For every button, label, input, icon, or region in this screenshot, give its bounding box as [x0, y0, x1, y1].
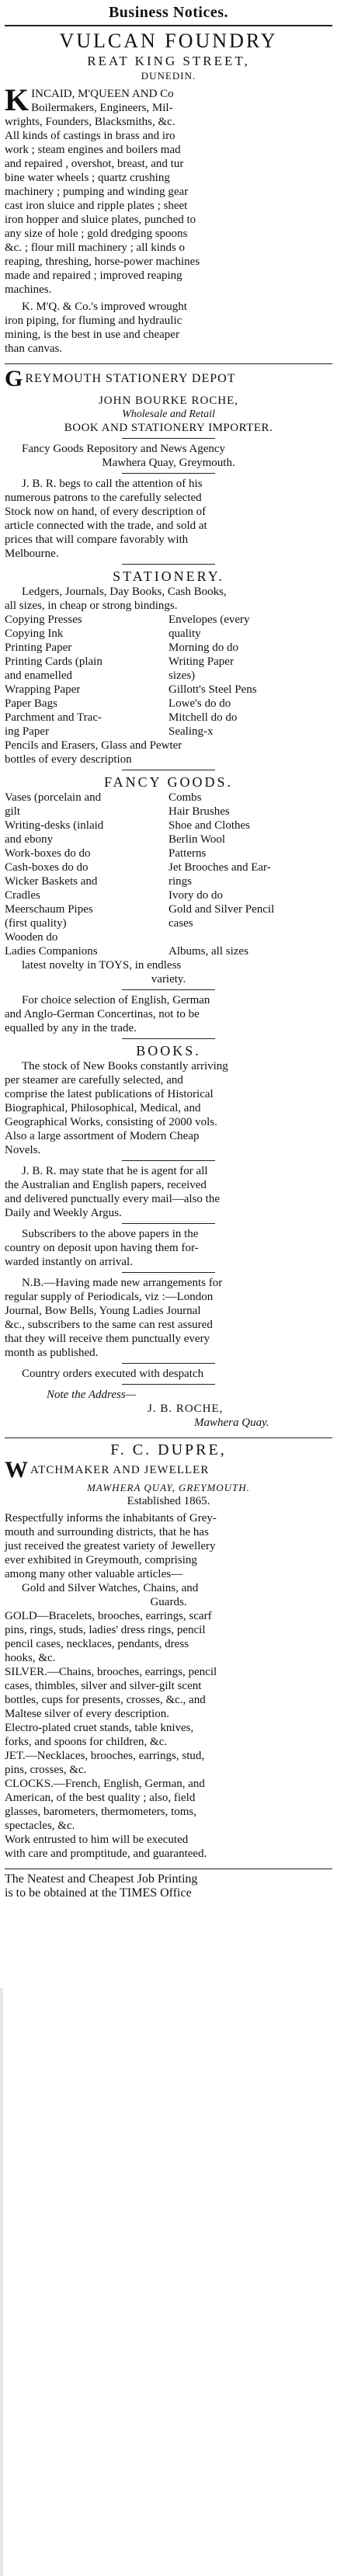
list-item: Meerschaum Pipes	[5, 903, 93, 916]
list-item: Printing Cards (plain	[5, 655, 102, 668]
list-item	[168, 930, 332, 944]
text-line: For choice selection of English, German	[22, 994, 210, 1006]
text-line: GOLD—Bracelets, brooches, earrings, scarf	[5, 1610, 212, 1622]
text-line: Fancy Goods Repository and News Agency	[22, 443, 226, 455]
advert-town: DUNEDIN.	[141, 70, 196, 82]
address-place: Mawhera Quay.	[194, 1417, 269, 1429]
text-line: numerous patrons to the carefully selected	[5, 492, 202, 504]
text-line: N.B.—Having made new arrangements for	[22, 1277, 223, 1289]
text-line: Gold and Silver Watches, Chains, and	[22, 1582, 199, 1594]
rule	[5, 1437, 332, 1438]
trade-description: Wholesale and Retail	[122, 408, 215, 420]
text-line: Journal, Bow Bells, Young Ladies Journal	[5, 1305, 201, 1317]
text-line: Stock now on hand, of every description of	[5, 506, 207, 518]
text-line: Electro-plated cruet stands, table knives,	[5, 1722, 194, 1734]
list-item: Ladies Companions	[5, 945, 98, 958]
nb-paragraph	[0, 1276, 337, 1360]
address-name: J. B. ROCHE,	[148, 1403, 224, 1415]
rule	[122, 1160, 215, 1161]
list-item: Albums, all sizes	[168, 945, 248, 958]
text-line: The stock of New Books constantly arriving	[22, 1060, 228, 1072]
advert-body	[0, 115, 337, 297]
text-line: with care and promptitude, and guaranteed.	[5, 1848, 207, 1860]
dupre-clocks	[0, 1777, 337, 1833]
text-line: CLOCKS.—French, English, German, and	[5, 1778, 205, 1790]
list-item: Combs	[168, 791, 202, 804]
text-line: hooks, &c.	[5, 1652, 56, 1664]
advert-established: Established 1865.	[127, 1495, 210, 1507]
concertina-paragraph	[0, 993, 337, 1035]
text-line: month as published.	[5, 1347, 99, 1359]
rule	[122, 989, 215, 990]
stationery-depot-advert	[0, 367, 337, 1430]
text-line: pins, rings, studs, ladies' dress rings, pencil	[5, 1624, 206, 1636]
list-item: sizes)	[168, 669, 196, 682]
torn-edge	[0, 1988, 3, 2576]
list-item: Copying Presses	[5, 614, 82, 626]
dupre-repairs	[0, 1833, 337, 1861]
text-line: Respectfully informs the inhabitants of Grey-	[5, 1512, 217, 1524]
text-line: Maltese silver of every description.	[5, 1708, 170, 1720]
list-item: Wrapping Paper	[5, 683, 81, 696]
list-item: Copying Ink	[5, 627, 64, 640]
section-title-fancy-goods: FANCY GOODS.	[103, 774, 234, 790]
printing-notice	[0, 1872, 337, 1900]
text-line: J. B. R. may state that he is agent for all	[22, 1165, 208, 1177]
section-title-books: BOOKS.	[136, 1043, 201, 1059]
left-column	[5, 791, 168, 958]
text-line: Guards.	[150, 1596, 187, 1608]
list-item: Mitchell do do	[168, 711, 238, 724]
text-line: iron piping, for fluming and hydraulic	[5, 315, 182, 327]
left-column	[5, 613, 168, 739]
text-line: spectacles, &c.	[5, 1820, 75, 1832]
text-line: SILVER.—Chains, brooches, earrings, pencil	[5, 1666, 217, 1678]
text-line: iron hopper and sluice plates, punched to	[5, 214, 196, 226]
dupre-jet	[0, 1749, 337, 1777]
text-line: ever exhibited in Greymouth, comprising	[5, 1554, 197, 1566]
list-item: Envelopes (every	[168, 614, 250, 626]
text-line: bine water wheels ; quartz crushing	[5, 172, 170, 184]
list-item: Sealing-x	[168, 725, 214, 738]
list-item: Gillott's Steel Pens	[168, 683, 257, 696]
text-line: machinery ; pumping and winding gear	[5, 186, 189, 198]
advert-location: MAWHERA QUAY, GREYMOUTH.	[87, 1482, 250, 1493]
list-item: Jet Brooches and Ear-	[168, 861, 271, 874]
list-item: ing Paper	[5, 725, 50, 738]
dupre-electro	[0, 1721, 337, 1749]
rule	[122, 473, 215, 474]
list-item: Printing Paper	[5, 641, 72, 654]
rule	[122, 1363, 215, 1364]
dupre-advert	[0, 1441, 337, 1861]
list-item: Morning do do	[168, 641, 238, 654]
text-line: Biographical, Philosophical, Medical, and	[5, 1102, 201, 1114]
text-line: Subscribers to the above papers in the	[22, 1228, 199, 1240]
drop-cap: W	[5, 1457, 28, 1483]
list-item: Writing Paper	[168, 655, 234, 668]
list-item: Writing-desks (inlaid	[5, 819, 104, 832]
list-item: Cradles	[5, 889, 40, 902]
advert-title: REYMOUTH STATIONERY DEPOT	[25, 372, 236, 385]
text-line: glasses, barometers, thermometers, toms,	[5, 1806, 197, 1818]
list-item: Wicker Baskets and	[5, 875, 98, 888]
proprietor-name: JOHN BOURKE ROCHE,	[98, 395, 239, 407]
rule	[122, 1223, 215, 1224]
text-line: bottles, cups for presents, crosses, &c., and	[5, 1694, 206, 1706]
opening-lines	[31, 87, 332, 115]
text-line: Boilermakers, Engineers, Mil-	[31, 102, 173, 114]
text-line: bottles of every description	[5, 753, 132, 766]
advert-title-row	[0, 367, 337, 391]
text-line: equalled by any in the trade.	[5, 1022, 137, 1034]
text-line: and repaired , overshot, breast, and tur	[5, 158, 184, 170]
advert-title: F. C. DUPRE,	[110, 1441, 227, 1458]
books-paragraph	[0, 1059, 337, 1157]
advert-street: REAT KING STREET,	[87, 54, 250, 68]
note-address-line: Note the Address—	[47, 1389, 136, 1401]
text-line: K. M'Q. & Co.'s improved wrought	[22, 301, 187, 313]
text-line: just received the greatest variety of Jewellery	[5, 1540, 216, 1552]
text-line: is to be obtained at the TIMES Office	[5, 1886, 192, 1900]
subscribers-paragraph	[0, 1227, 337, 1269]
text-line: variety.	[151, 973, 186, 986]
text-line: regular supply of Periodicals, viz :—London	[5, 1291, 214, 1303]
text-line: mouth and surrounding districts, that he has	[5, 1526, 209, 1538]
text-line: cases, thimbles, silver and silver-gilt scent	[5, 1680, 202, 1692]
text-line: Ledgers, Journals, Day Books, Cash Books,	[22, 586, 227, 598]
list-item: and ebony	[5, 833, 54, 846]
text-line: than canvas.	[5, 342, 63, 355]
text-line: latest novelty in TOYS, in endless	[22, 959, 182, 972]
rule	[122, 564, 215, 565]
list-item: rings	[168, 875, 192, 888]
text-line: Novels.	[5, 1144, 41, 1156]
text-line: pencil cases, necklaces, pendants, dress	[5, 1638, 189, 1650]
advert-title-row	[0, 1458, 337, 1482]
list-item: and enamelled	[5, 669, 73, 682]
text-line: INCAID, M'QUEEN AND Co	[31, 88, 174, 100]
advert-title: VULCAN FOUNDRY	[59, 30, 278, 52]
text-line: and delivered punctually every mail—also the	[5, 1193, 220, 1205]
drop-cap: K	[5, 82, 30, 117]
text-line: prices that will compare favorably with	[5, 534, 189, 546]
list-item: Parchment and Trac-	[5, 711, 102, 724]
list-item: Patterns	[168, 847, 207, 860]
drop-cap: G	[5, 366, 23, 391]
text-line: Daily and Weekly Argus.	[5, 1207, 122, 1219]
country-orders-line: Country orders executed with despatch	[22, 1368, 204, 1380]
text-line: mining, is the best in use and cheaper	[5, 329, 179, 341]
list-item: Wooden do	[5, 931, 58, 944]
text-line: Geographical Works, consisting of 2000 vols.	[5, 1116, 217, 1128]
text-line: article connected with the trade, and sold at	[5, 520, 207, 532]
text-line: all sizes, in cheap or strong bindings.	[5, 600, 178, 612]
advert-subtitle: ATCHMAKER AND JEWELLER	[30, 1464, 210, 1476]
text-line: and Anglo-German Concertinas, not to be	[5, 1008, 200, 1020]
dupre-intro	[0, 1511, 337, 1609]
advert-opening	[0, 82, 337, 117]
trade-title: BOOK AND STATIONERY IMPORTER.	[64, 422, 273, 434]
list-item: gilt	[5, 805, 21, 818]
rule	[122, 1272, 215, 1273]
list-item: quality	[168, 627, 201, 640]
text-line: pins, crosses, &c.	[5, 1764, 87, 1776]
section-title-stationery: STATIONERY.	[113, 568, 224, 584]
text-line: Melbourne.	[5, 548, 59, 560]
right-column	[168, 613, 332, 739]
text-line: work ; steam engines and boilers mad	[5, 144, 181, 156]
right-column	[168, 791, 332, 958]
text-line: Mawhera Quay, Greymouth.	[102, 457, 235, 469]
text-line: All kinds of castings in brass and iro	[5, 130, 175, 142]
rule	[122, 1038, 215, 1039]
list-item: (first quality)	[5, 917, 67, 930]
text-line: J. B. R. begs to call the attention of his	[22, 478, 203, 490]
text-line: made and repaired ; improved reaping	[5, 269, 182, 282]
section-heading: Business Notices.	[108, 4, 229, 21]
list-item: Cash-boxes do do	[5, 861, 89, 874]
text-line: country on deposit upon having them for-	[5, 1242, 199, 1254]
list-item: cases	[168, 917, 193, 930]
text-line: Pencils and Erasers, Glass and Pewter	[5, 739, 182, 752]
text-line: Work entrusted to him will be executed	[5, 1834, 189, 1846]
advert-piping-paragraph	[0, 300, 337, 356]
text-line: the Australian and English papers, received	[5, 1179, 207, 1191]
list-item: Paper Bags	[5, 697, 57, 710]
vulcan-foundry-advert	[0, 30, 337, 356]
fancy-goods-columns	[0, 791, 337, 958]
list-item: Shoe and Clothes	[168, 819, 250, 832]
text-line: Also a large assortment of Modern Cheap	[5, 1130, 200, 1142]
list-item: Work-boxes do do	[5, 847, 91, 860]
text-line: JET.—Necklaces, brooches, earrings, stud,	[5, 1750, 205, 1762]
list-item: Berlin Wool	[168, 833, 226, 846]
rule	[5, 25, 332, 26]
text-line: forks, and spoons for children, &c.	[5, 1736, 168, 1748]
intro-paragraph	[0, 477, 337, 561]
agent-paragraph	[0, 1164, 337, 1220]
list-item: Ivory do do	[168, 889, 223, 902]
text-line: per steamer are carefully selected, and	[5, 1074, 183, 1086]
list-item: Vases (porcelain and	[5, 791, 102, 804]
rule	[5, 363, 332, 364]
text-line: American, of the best quality ; also, field	[5, 1792, 196, 1804]
text-line: reaping, threshing, horse-power machines	[5, 256, 200, 268]
text-line: wrights, Founders, Blacksmiths, &c.	[5, 116, 175, 128]
text-line: comprise the latest publications of Historical	[5, 1088, 214, 1100]
text-line: The Neatest and Cheapest Job Printing	[5, 1872, 198, 1886]
text-line: machines.	[5, 283, 52, 296]
text-line: cast iron sluice and ripple plates ; sheet	[5, 200, 188, 212]
text-line: that they will receive them punctually every	[5, 1333, 210, 1345]
text-line: &c., subscribers to the same can rest assured	[5, 1319, 213, 1331]
list-item: Gold and Silver Pencil	[168, 903, 275, 916]
stationery-item-columns	[0, 613, 337, 739]
text-line: &c. ; flour mill machinery ; all kinds o	[5, 242, 186, 254]
text-line: any size of hole ; gold dredging spoons	[5, 228, 188, 240]
text-line: warded instantly on arrival.	[5, 1256, 133, 1268]
rule	[122, 1384, 215, 1385]
dupre-gold	[0, 1609, 337, 1665]
dupre-silver	[0, 1665, 337, 1721]
rule	[122, 438, 215, 439]
text-line: among many other valuable articles—	[5, 1568, 183, 1580]
list-item: Lowe's do do	[168, 697, 231, 710]
list-item: Hair Brushes	[168, 805, 230, 818]
